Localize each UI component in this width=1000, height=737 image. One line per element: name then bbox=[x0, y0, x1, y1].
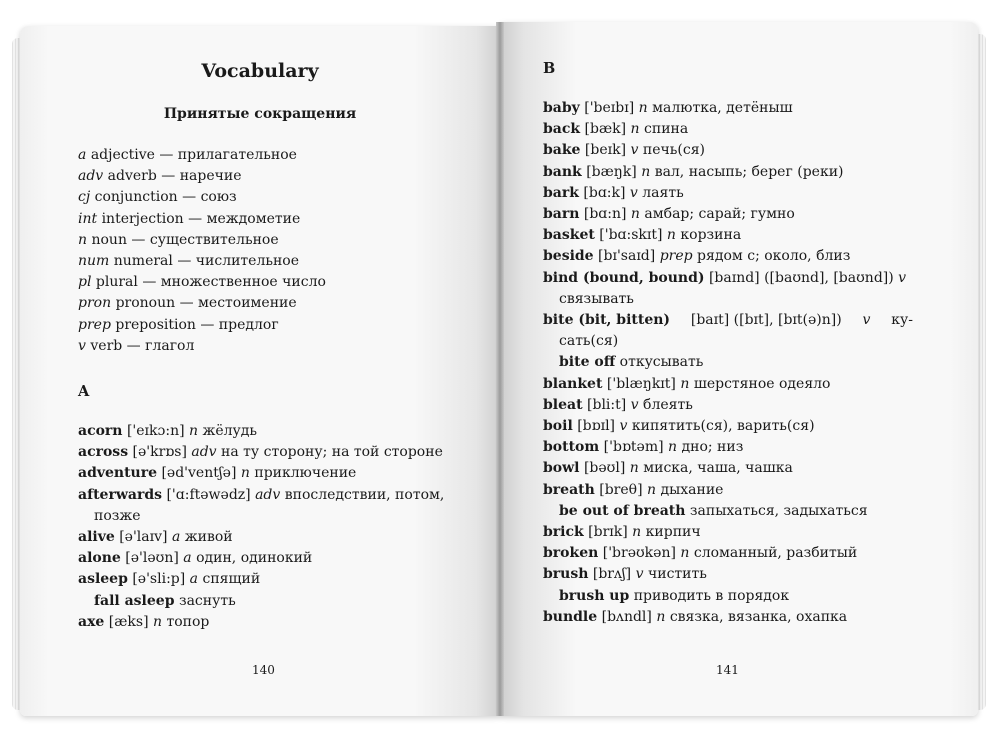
headword: baby bbox=[543, 100, 580, 116]
transcription: [breθ] bbox=[599, 481, 643, 498]
headword: barn bbox=[543, 206, 580, 223]
translation: топор bbox=[166, 613, 210, 630]
part-of-speech: v bbox=[619, 418, 628, 435]
abbreviation-row bbox=[78, 251, 478, 272]
translation: связка, вязанка, охапка bbox=[669, 608, 848, 625]
headword: bleat bbox=[543, 396, 583, 413]
vocab-entry bbox=[78, 548, 458, 569]
transcription: ['blæŋkɪt] bbox=[606, 375, 676, 392]
part-of-speech: v bbox=[862, 312, 871, 329]
vocab-entry bbox=[543, 607, 913, 628]
abbreviation-meaning: interjection — междометие bbox=[101, 210, 301, 227]
transcription: [bʌndl] bbox=[601, 608, 652, 625]
translation: заснуть bbox=[178, 592, 236, 609]
part-of-speech: n bbox=[632, 524, 642, 541]
abbreviation-row bbox=[78, 315, 478, 336]
transcription: ['ɑ:ftəwədz] bbox=[166, 486, 251, 503]
translation: дыхание bbox=[660, 481, 724, 498]
transcription: [əd'ventʃə] bbox=[161, 465, 237, 482]
translation: ку- bbox=[891, 312, 913, 329]
translation: на ту сторону; на той стороне bbox=[221, 444, 443, 461]
right-vocabulary-list bbox=[543, 98, 913, 628]
transcription: [baɪnd] ([baʊnd], [baʊnd]) bbox=[708, 269, 894, 286]
transcription: [bæŋk] bbox=[586, 163, 637, 180]
abbreviation: pl bbox=[78, 274, 92, 291]
part-of-speech: n bbox=[656, 608, 666, 625]
transcription: ['beɪbɪ] bbox=[584, 100, 635, 116]
transcription: [ə'krɒs] bbox=[132, 444, 187, 461]
translation: дно; низ bbox=[681, 439, 744, 456]
vocab-entry bbox=[543, 458, 913, 479]
abbreviations-list bbox=[78, 145, 478, 357]
section-letter-a: A bbox=[78, 383, 90, 400]
transcription: [æks] bbox=[108, 613, 149, 630]
vocab-entry bbox=[78, 612, 458, 633]
part-of-speech: n bbox=[153, 613, 163, 630]
book-spine bbox=[496, 22, 504, 716]
abbreviation-meaning: verb — глагол bbox=[90, 337, 195, 354]
vocab-subentry bbox=[543, 501, 913, 522]
translation: сломанный, разбитый bbox=[693, 545, 858, 562]
translation: вал, насыпь; берег (реки) bbox=[654, 163, 844, 180]
vocab-entry bbox=[78, 527, 458, 548]
headword: bake bbox=[543, 142, 581, 159]
transcription: ['brəʊkən] bbox=[602, 545, 676, 562]
abbreviation-row bbox=[78, 336, 478, 357]
vocab-subentry bbox=[543, 352, 913, 373]
transcription: [ə'ləʊn] bbox=[125, 550, 179, 567]
headword: be out of breath bbox=[559, 502, 686, 519]
translation: блеять bbox=[643, 396, 693, 413]
vocab-entry bbox=[543, 268, 913, 289]
headword: beside bbox=[543, 248, 594, 265]
part-of-speech: n bbox=[630, 121, 640, 138]
headword: alive bbox=[78, 529, 115, 546]
part-of-speech: n bbox=[629, 460, 639, 477]
vocab-entry bbox=[78, 463, 458, 484]
translation: откусывать bbox=[619, 354, 704, 371]
headword: bite off bbox=[559, 354, 616, 371]
abbreviation-meaning: plural — множественное число bbox=[95, 274, 326, 291]
page-number-left: 140 bbox=[252, 663, 275, 677]
translation: спина bbox=[644, 121, 689, 138]
translation: впоследствии, потом, bbox=[284, 486, 445, 503]
vocab-entry bbox=[543, 246, 913, 267]
transcription: [bɒɪl] bbox=[577, 418, 616, 435]
part-of-speech: n bbox=[641, 163, 651, 180]
headword: bundle bbox=[543, 608, 598, 625]
part-of-speech: v bbox=[635, 566, 644, 583]
vocab-entry bbox=[543, 310, 913, 331]
headword: adventure bbox=[78, 465, 158, 482]
transcription: ['eɪkɔ:n] bbox=[126, 423, 185, 439]
headword: brick bbox=[543, 524, 584, 541]
vocab-entry bbox=[78, 421, 458, 442]
abbreviation-row bbox=[78, 166, 478, 187]
translation: приводить в порядок bbox=[633, 587, 790, 604]
part-of-speech: n bbox=[668, 439, 678, 456]
headword: blanket bbox=[543, 375, 603, 392]
headword: bowl bbox=[543, 460, 580, 477]
vocab-entry bbox=[543, 183, 913, 204]
abbreviation-meaning: preposition — предлог bbox=[115, 316, 279, 333]
transcription: [brʌʃ] bbox=[592, 566, 632, 583]
part-of-speech: n bbox=[680, 545, 690, 562]
vocab-entry-continuation: позже bbox=[94, 507, 141, 524]
abbreviation: n bbox=[78, 231, 88, 248]
abbreviation: a bbox=[78, 147, 87, 163]
part-of-speech: n bbox=[189, 423, 199, 439]
part-of-speech: n bbox=[680, 375, 690, 392]
part-of-speech: a bbox=[183, 550, 192, 567]
abbreviation: int bbox=[78, 210, 98, 227]
translation: лаять bbox=[642, 184, 684, 201]
transcription: [bɑ:k] bbox=[583, 184, 626, 201]
left-vocabulary-list bbox=[78, 421, 458, 633]
vocab-entry bbox=[543, 437, 913, 458]
headword: bank bbox=[543, 163, 582, 180]
abbreviation-row bbox=[78, 272, 478, 293]
vocab-entry bbox=[543, 204, 913, 225]
translation: жёлудь bbox=[202, 423, 258, 439]
headword: brush up bbox=[559, 587, 630, 604]
part-of-speech: n bbox=[666, 227, 676, 244]
part-of-speech: n bbox=[638, 100, 648, 116]
vocab-entry bbox=[543, 416, 913, 437]
abbreviation-row bbox=[78, 187, 478, 208]
translation: шерстяное одеяло bbox=[693, 375, 831, 392]
vocab-entry bbox=[78, 569, 458, 590]
transcription: [bəʊl] bbox=[583, 460, 626, 477]
transcription: ['bɑ:skɪt] bbox=[599, 227, 663, 244]
headword: afterwards bbox=[78, 486, 163, 503]
part-of-speech: a bbox=[171, 529, 181, 546]
headword: fall asleep bbox=[94, 592, 175, 609]
headword: breath bbox=[543, 481, 595, 498]
translation: кирпич bbox=[645, 524, 701, 541]
page-title: Vocabulary bbox=[201, 60, 319, 82]
abbreviation-row bbox=[78, 293, 478, 314]
part-of-speech: n bbox=[630, 206, 640, 223]
headword: bind (bound, bound) bbox=[543, 269, 705, 286]
abbreviation-row bbox=[78, 145, 478, 166]
abbreviation-meaning: numeral — числительное bbox=[113, 253, 300, 270]
vocab-entry bbox=[543, 162, 913, 183]
transcription: [baɪt] ([bɪt], [bɪt(ə)n]) bbox=[690, 312, 842, 329]
page-number-right: 141 bbox=[716, 663, 739, 677]
part-of-speech: adv bbox=[255, 486, 281, 503]
abbreviation: prep bbox=[78, 316, 111, 333]
vocab-entry bbox=[78, 442, 458, 463]
translation: запыхаться, задыхаться bbox=[689, 502, 868, 519]
abbreviation-meaning: adverb — наречие bbox=[107, 168, 242, 185]
vocab-subentry bbox=[78, 591, 458, 612]
vocab-entry bbox=[543, 225, 913, 246]
headword: bark bbox=[543, 184, 579, 201]
headword: boil bbox=[543, 418, 573, 435]
headword: basket bbox=[543, 227, 595, 244]
abbreviation-meaning: conjunction — союз bbox=[94, 189, 237, 206]
headword: across bbox=[78, 444, 129, 461]
transcription: [beɪk] bbox=[584, 142, 627, 159]
vocab-entry bbox=[543, 119, 913, 140]
abbreviation-meaning: pronoun — местоимение bbox=[115, 295, 297, 312]
translation: приключение bbox=[254, 465, 357, 482]
vocab-entry-continuation: связывать bbox=[559, 290, 634, 307]
abbreviation-row bbox=[78, 209, 478, 230]
transcription: [bæk] bbox=[584, 121, 627, 138]
translation: чистить bbox=[647, 566, 707, 583]
abbreviation: cj bbox=[78, 189, 91, 206]
translation: рядом с; около, близ bbox=[697, 248, 851, 265]
headword: back bbox=[543, 121, 581, 138]
translation: спящий bbox=[202, 571, 261, 588]
translation: миска, чаша, чашка bbox=[643, 460, 793, 477]
part-of-speech: v bbox=[630, 396, 639, 413]
transcription: [ə'sli:p] bbox=[132, 571, 186, 588]
abbreviations-heading: Принятые сокращения bbox=[163, 106, 357, 122]
headword: broken bbox=[543, 545, 599, 562]
vocab-subentry bbox=[543, 586, 913, 607]
vocab-entry-continuation: сать(ся) bbox=[559, 333, 619, 350]
part-of-speech: prep bbox=[659, 248, 693, 265]
abbreviation: v bbox=[78, 337, 86, 354]
vocab-entry bbox=[543, 98, 913, 119]
abbreviation: adv bbox=[78, 168, 104, 185]
abbreviation: pron bbox=[78, 295, 112, 312]
transcription: ['bɒtəm] bbox=[603, 439, 664, 456]
transcription: [ə'laɪv] bbox=[119, 529, 168, 546]
headword: brush bbox=[543, 566, 589, 583]
transcription: [bɪ'saɪd] bbox=[598, 248, 656, 265]
part-of-speech: n bbox=[647, 481, 657, 498]
transcription: [bɑ:n] bbox=[583, 206, 627, 223]
transcription: [bli:t] bbox=[587, 396, 627, 413]
vocab-entry bbox=[78, 485, 458, 506]
part-of-speech: v bbox=[629, 184, 638, 201]
headword: alone bbox=[78, 550, 121, 567]
part-of-speech: n bbox=[240, 465, 250, 482]
part-of-speech: a bbox=[189, 571, 199, 588]
vocab-entry bbox=[543, 543, 913, 564]
abbreviation-row bbox=[78, 230, 478, 251]
transcription: [brɪk] bbox=[588, 524, 628, 541]
translation: печь(ся) bbox=[642, 142, 705, 159]
headword: asleep bbox=[78, 571, 128, 588]
headword: acorn bbox=[78, 423, 123, 439]
vocab-entry bbox=[543, 564, 913, 585]
headword: axe bbox=[78, 613, 105, 630]
vocab-entry bbox=[543, 522, 913, 543]
vocab-entry bbox=[543, 374, 913, 395]
abbreviation-meaning: noun — существительное bbox=[91, 231, 279, 248]
abbreviation: num bbox=[78, 253, 110, 270]
translation: живой bbox=[184, 529, 233, 546]
headword: bite (bit, bitten) bbox=[543, 312, 671, 329]
section-letter-b: B bbox=[543, 60, 556, 77]
headword: bottom bbox=[543, 439, 600, 456]
translation: амбар; сарай; гумно bbox=[644, 206, 795, 223]
part-of-speech: adv bbox=[191, 444, 217, 461]
translation: кипятить(ся), варить(ся) bbox=[631, 418, 815, 435]
vocab-entry bbox=[543, 395, 913, 416]
vocab-entry bbox=[543, 480, 913, 501]
translation: малютка, детёныш bbox=[652, 100, 793, 116]
vocab-entry bbox=[543, 140, 913, 161]
translation: один, одинокий bbox=[196, 550, 313, 567]
translation: корзина bbox=[680, 227, 742, 244]
part-of-speech: v bbox=[898, 269, 907, 286]
part-of-speech: v bbox=[630, 142, 639, 159]
abbreviation-meaning: adjective — прилагательное bbox=[90, 147, 297, 163]
